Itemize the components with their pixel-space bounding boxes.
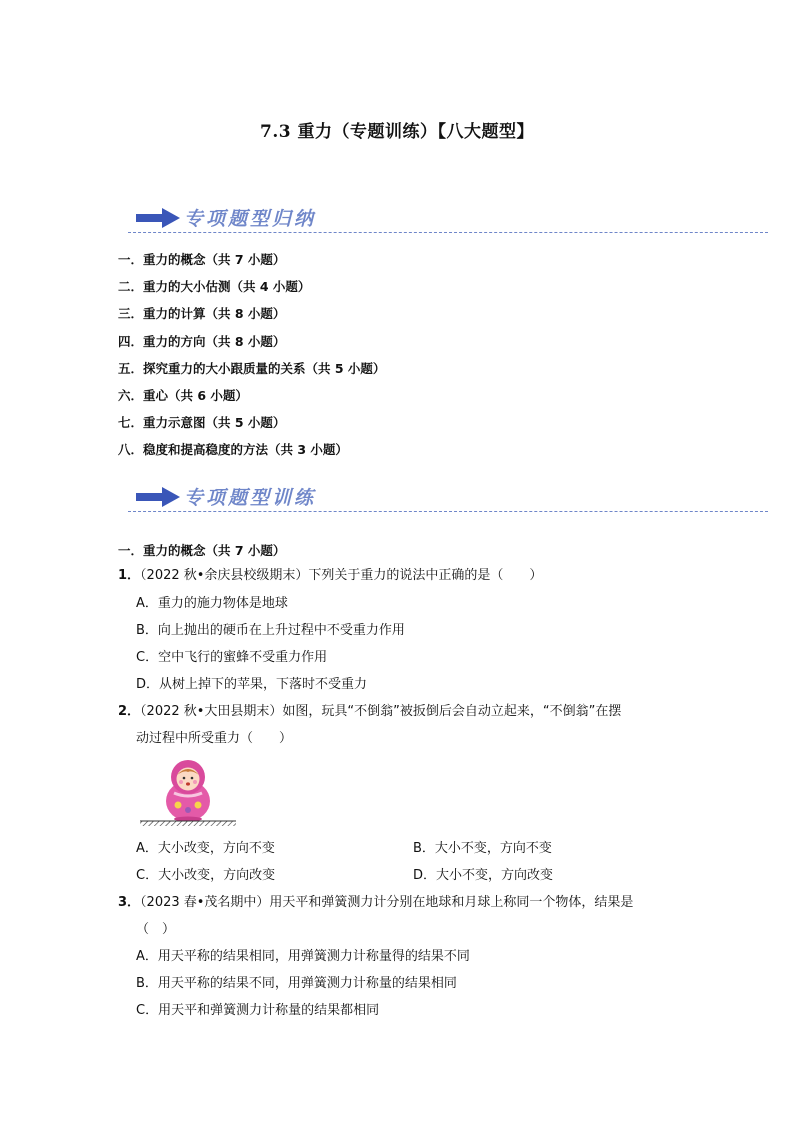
question-number: 2． [118,704,141,719]
topic-item: 一．重力的概念（共 7 小题） [118,252,286,267]
topic-item: 二．重力的大小估测（共 4 小题） [118,279,311,295]
question-number: 3． [118,895,141,910]
option-b: B．用天平称的结果不同，用弹簧测力计称量的结果相同 [136,976,457,991]
tumbler-toy-image [140,755,236,827]
topic-item: 五．探究重力的大小跟质量的关系（共 5 小题） [118,360,386,376]
topic-item: 八．稳度和提高稳度的方法（共 3 小题） [118,442,348,458]
question-2 [118,698,688,725]
question-3 [118,889,688,916]
section-heading: 一．重力的概念（共 7 小题） [118,543,286,558]
question-text-continued: 动过程中所受重力（ ） [136,731,293,746]
question-1 [118,562,688,589]
section-banner-summary [128,203,768,233]
topic-item: 三．重力的计算（共 8 小题） [118,306,286,322]
option-b: B．大小不变，方向不变 [413,841,552,856]
option-c: C．用天平和弹簧测力计称量的结果都相同 [136,1003,380,1018]
question-number: 1． [118,568,141,583]
option-d: D．从树上掉下的苹果，下落时不受重力 [136,677,368,692]
option-c: C．空中飞行的蜜蜂不受重力作用 [136,650,328,665]
banner-summary-text: 专项题型归纳 [184,208,317,230]
banner-divider [128,232,768,233]
topic-item: 四．重力的方向（共 8 小题） [118,333,286,349]
question-text: （2022 秋•余庆县校级期末）下列关于重力的说法中正确的是（ ） [140,568,543,583]
topic-item: 六．重心（共 6 小题） [118,387,248,403]
option-b: B．向上抛出的硬币在上升过程中不受重力作用 [136,623,405,638]
topic-list [118,250,385,468]
question-text-continued: （ ） [136,922,176,937]
arrow-right-icon [136,487,180,507]
option-a: A．大小改变，方向不变 [136,841,275,856]
option-c: C．大小改变，方向改变 [136,868,276,883]
option-d: D．大小不变，方向改变 [413,868,554,883]
banner-divider [128,511,768,512]
question-text: （2022 秋•大田县期末）如图，玩具“不倒翁”被扳倒后会自动立起来，“不倒翁”在摆 [140,704,622,719]
banner-practice-text: 专项题型训练 [184,487,317,509]
option-a: A．用天平称的结果相同，用弹簧测力计称量得的结果不同 [136,949,470,964]
topic-item: 七．重力示意图（共 5 小题） [118,415,286,431]
arrow-right-icon [136,208,180,228]
question-text: （2023 春•茂名期中）用天平和弹簧测力计分别在地球和月球上称同一个物体，结果是 [140,895,634,910]
option-a: A．重力的施力物体是地球 [136,596,288,611]
section-banner-practice [128,482,768,512]
page-title: 7.3 重力（专题训练）【八大题型】 [260,122,534,142]
